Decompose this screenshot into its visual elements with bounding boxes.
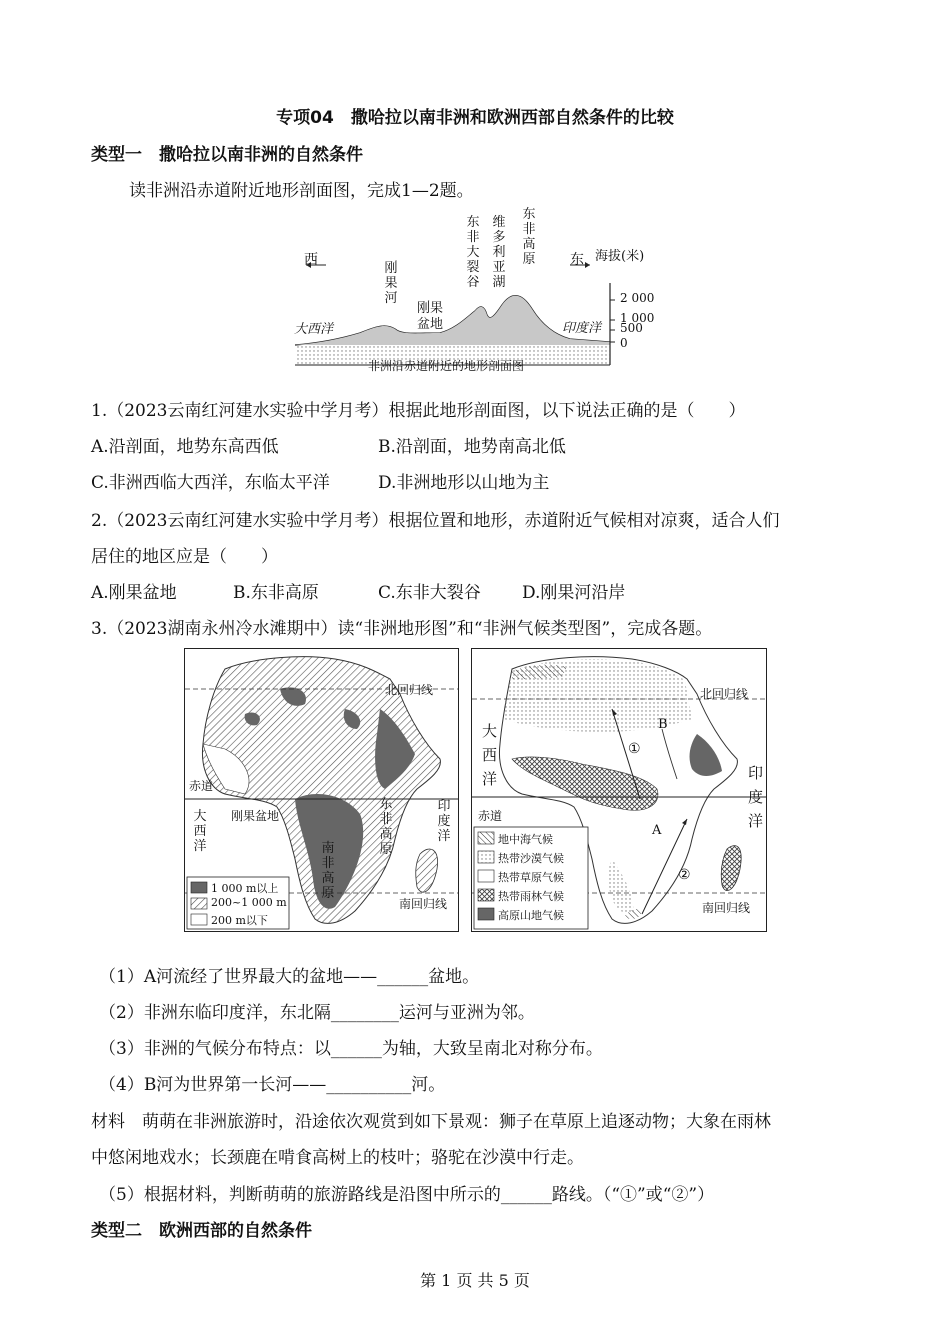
indian-ocean-label: 印度洋 <box>562 321 602 336</box>
africa-climate-map <box>471 648 767 932</box>
q2-option-a[interactable]: A.刚果盆地 <box>91 583 177 603</box>
q1-option-a[interactable]: A.沿剖面，地势东高西低 <box>91 437 279 457</box>
q3-sub5: （5）根据材料，判断萌萌的旅游路线是沿图中所示的______路线。（“①”或“②”） <box>99 1185 715 1205</box>
q2-option-c[interactable]: C.东非大裂谷 <box>378 583 481 603</box>
congo-basin-label-1: 刚果 <box>417 301 444 316</box>
map1-tropic-cancer-label: 北回归线 <box>385 683 434 697</box>
africa-terrain-map <box>184 648 459 932</box>
legend-savanna: 热带草原气候 <box>498 871 564 884</box>
q2-stem-line2: 居住的地区应是（ ） <box>91 547 278 567</box>
congo-basin-label-2: 盆地 <box>417 317 444 332</box>
map1-congo-basin-label: 刚果盆地 <box>231 809 280 823</box>
route-2-label: ② <box>678 867 691 883</box>
rift-valley-label: 东非大裂谷 <box>466 215 480 290</box>
q2-option-d[interactable]: D.刚果河沿岸 <box>522 583 626 603</box>
legend-mediterranean: 地中海气候 <box>498 833 553 846</box>
legend-below-200: 200 m以下 <box>211 914 268 927</box>
q3-sub3: （3）非洲的气候分布特点：以______为轴，大致呈南北对称分布。 <box>99 1039 603 1059</box>
lake-victoria-label: 维多利亚湖 <box>492 215 506 290</box>
q3-sub2: （2）非洲东临印度洋，东北隔________运河与亚洲为邻。 <box>99 1003 535 1023</box>
east-label: 东 <box>570 252 584 268</box>
tick-0: 0 <box>620 336 628 350</box>
q3-sub1: （1）A河流经了世界最大的盆地——______盆地。 <box>99 967 480 987</box>
q1-option-c[interactable]: C.非洲西临大西洋，东临太平洋 <box>91 473 330 493</box>
terrain-profile-figure <box>280 205 670 380</box>
q3-stem: 3.（2023湖南永州冷水滩期中）读“非洲地形图”和“非洲气候类型图”，完成各题。 <box>91 619 713 639</box>
legend-desert: 热带沙漠气候 <box>498 852 564 865</box>
tick-500: 500 <box>620 321 643 335</box>
river-b-label: B <box>658 717 668 732</box>
map2-atlantic-label: 大西洋 <box>482 722 498 788</box>
q2-option-b[interactable]: B.东非高原 <box>233 583 319 603</box>
east-africa-plateau-label: 东非高原 <box>522 207 536 267</box>
q2-stem-line1: 2.（2023云南红河建水实验中学月考）根据位置和地形，赤道附近气候相对凉爽，适合人们 <box>91 511 780 531</box>
section-heading-2: 类型二 欧洲西部的自然条件 <box>91 1221 312 1241</box>
map2-indian-ocean-label: 印度洋 <box>748 764 764 830</box>
map2-equator-label: 赤道 <box>478 809 503 823</box>
congo-river-label: 刚果河 <box>384 261 398 306</box>
altitude-axis-title: 海拔(米) <box>595 249 645 264</box>
map1-indian-ocean-label: 印度洋 <box>437 799 451 844</box>
legend-highland: 高原山地气候 <box>498 909 564 922</box>
q3-sub4: （4）B河为世界第一长河——__________河。 <box>99 1075 446 1095</box>
map1-south-plateau-label: 南非高原 <box>321 841 335 901</box>
q1-stem: 1.（2023云南红河建水实验中学月考）根据此地形剖面图，以下说法正确的是（ ） <box>91 401 746 421</box>
river-a-label: A <box>652 823 662 838</box>
map2-tropic-cancer-label: 北回归线 <box>700 687 749 701</box>
intro-text: 读非洲沿赤道附近地形剖面图，完成1—2题。 <box>129 181 474 201</box>
page-title: 专项04 撒哈拉以南非洲和欧洲西部自然条件的比较 <box>276 108 674 128</box>
material-line2: 中悠闲地戏水；长颈鹿在啃食高树上的枝叶；骆驼在沙漠中行走。 <box>91 1148 584 1168</box>
profile-caption: 非洲沿赤道附近的地形剖面图 <box>368 359 525 373</box>
west-label: 西 <box>304 252 318 268</box>
map1-atlantic-label: 大西洋 <box>193 809 207 854</box>
atlantic-label: 大西洋 <box>294 322 334 337</box>
tick-1000: 1 000 <box>620 311 655 325</box>
map1-tropic-capricorn-label: 南回归线 <box>399 897 448 911</box>
tick-2000: 2 000 <box>620 291 655 305</box>
map1-east-plateau-label: 东非高原 <box>379 797 393 857</box>
material-line1: 材料 萌萌在非洲旅游时，沿途依次观赏到如下景观：狮子在草原上追逐动物；大象在雨林 <box>91 1112 771 1132</box>
section-heading-1: 类型一 撒哈拉以南非洲的自然条件 <box>91 145 363 165</box>
map1-equator-label: 赤道 <box>189 779 214 793</box>
legend-200-1000: 200~1 000 m <box>211 896 287 909</box>
legend-rainforest: 热带雨林气候 <box>498 890 564 903</box>
page-footer: 第 1 页 共 5 页 <box>420 1271 530 1290</box>
q1-option-d[interactable]: D.非洲地形以山地为主 <box>378 473 550 493</box>
route-1-label: ① <box>628 741 641 757</box>
q1-option-b[interactable]: B.沿剖面，地势南高北低 <box>378 437 566 457</box>
map2-tropic-capricorn-label: 南回归线 <box>702 901 751 915</box>
legend-above-1000: 1 000 m以上 <box>211 882 279 895</box>
